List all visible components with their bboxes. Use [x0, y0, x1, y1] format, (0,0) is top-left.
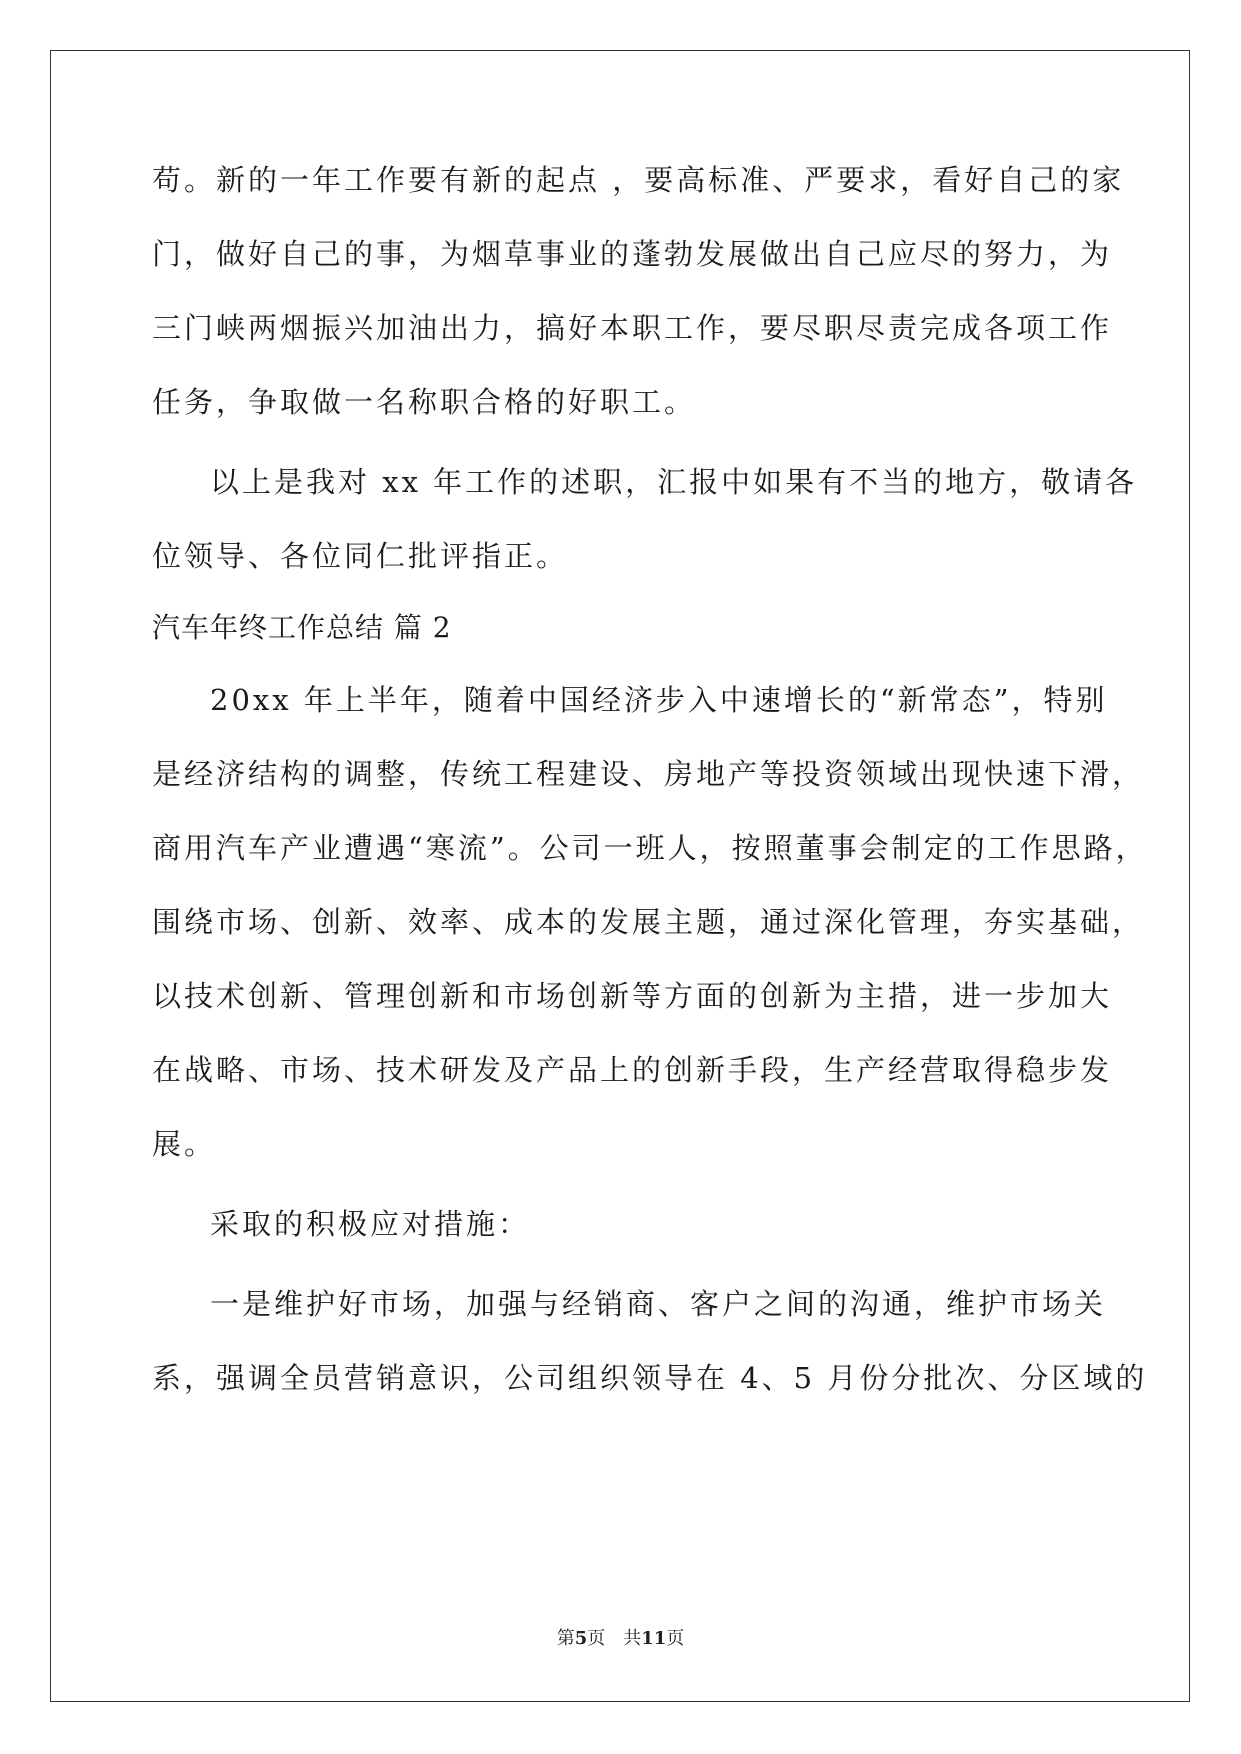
text-line: 三门峡两烟振兴加油出力，搞好本职工作，要尽职尽责完成各项工作 — [152, 311, 1113, 345]
footer-prefix: 第 — [556, 1628, 575, 1649]
text-line: 以技术创新、管理创新和市场创新等方面的创新为主措，进一步加大 — [152, 979, 1113, 1013]
section-heading: 汽车年终工作总结 篇 2 — [152, 611, 452, 644]
text-line: 是经济结构的调整，传统工程建设、房地产等投资领域出现快速下滑， — [152, 757, 1145, 791]
text-line: 任务，争取做一名称职合格的好职工。 — [152, 385, 697, 419]
paragraph-first-line: 采取的积极应对措施： — [210, 1207, 531, 1241]
text-line: 系，强调全员营销意识，公司组织领导在 4、5 月份分批次、分区域的 — [152, 1361, 1148, 1395]
paragraph-first-line: 以上是我对 xx 年工作的述职，汇报中如果有不当的地方，敬请各 — [210, 465, 1138, 499]
text-line: 位领导、各位同仁批评指正。 — [152, 539, 569, 573]
text-line: 围绕市场、创新、效率、成本的发展主题，通过深化管理，夯实基础， — [152, 905, 1145, 939]
text-line: 在战略、市场、技术研发及产品上的创新手段，生产经营取得稳步发 — [152, 1053, 1113, 1087]
footer-total-unit: 页 — [666, 1628, 685, 1649]
text-line: 商用汽车产业遭遇“寒流”。公司一班人，按照董事会制定的工作思路， — [152, 831, 1148, 865]
paragraph-first-line: 一是维护好市场，加强与经销商、客户之间的沟通，维护市场关 — [210, 1287, 1107, 1321]
footer-page-unit: 页 — [587, 1628, 606, 1649]
paragraph-first-line: 20xx 年上半年，随着中国经济步入中速增长的“新常态”，特别 — [210, 683, 1108, 717]
footer-total-prefix: 共 — [623, 1628, 642, 1649]
page-number: 5 — [574, 1628, 588, 1649]
total-pages: 11 — [641, 1628, 667, 1649]
text-line: 苟。新的一年工作要有新的起点 ，要高标准、严要求，看好自己的家 — [152, 163, 1125, 197]
text-line: 展。 — [152, 1127, 217, 1161]
page-border — [50, 50, 1190, 1702]
text-line: 门，做好自己的事，为烟草事业的蓬勃发展做出自己应尽的努力，为 — [152, 237, 1113, 271]
page-footer — [0, 1628, 1241, 1650]
